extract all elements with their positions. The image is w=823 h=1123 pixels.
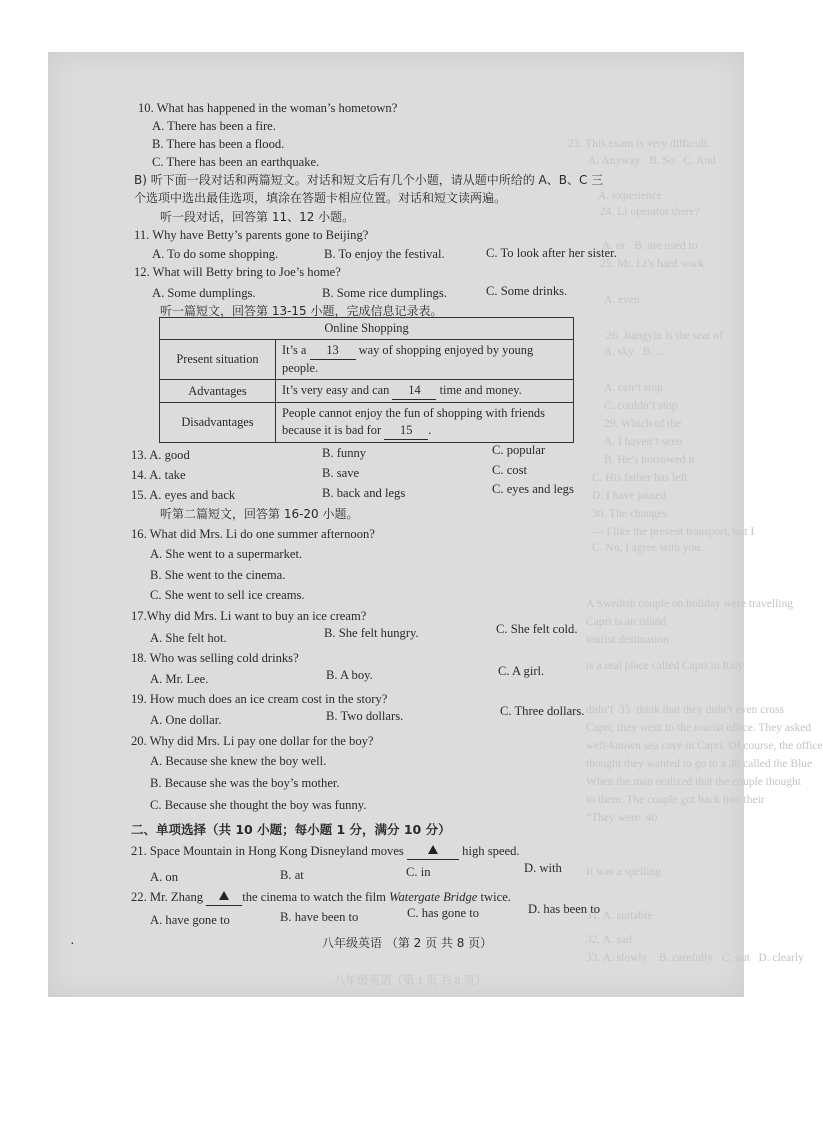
q14-option-a: 14. A. take [131,468,186,482]
blank-14[interactable]: 14 [392,382,436,400]
dialog-intro: 听一段对话，回答第 11、12 小题。 [160,210,355,224]
q22-option-c: C. has gone to [407,906,480,920]
q15-option-b: B. back and legs [322,486,406,500]
row2-post: time and money. [439,383,522,397]
row3-post: . [428,423,432,437]
q22-film-title: Watergate Bridge [389,890,478,904]
q10-option-b: B. There has been a flood. [152,137,285,151]
q16-option-c: C. She went to sell ice creams. [150,588,305,602]
row3-pre: People cannot enjoy the fun of shopping with friends because it is bad for [282,406,545,437]
q21-option-b: B. at [280,868,304,882]
q22-post: twice. [480,890,511,904]
margin-dot: · [70,937,75,952]
page-footer: 八年级英语 （第 2 页 共 8 页） [322,936,493,950]
passage2-intro: 听第二篇短文，回答第 16-20 小题。 [160,507,359,521]
q22-pre: 22. Mr. Zhang [131,890,204,904]
q12-option-c: C. Some drinks. [486,284,568,298]
row1-pre: It’s a [282,343,307,357]
passage1-intro: 听一篇短文，回答第 13-15 小题，完成信息记录表。 [160,304,443,318]
q21-option-d: D. with [524,861,562,875]
q21-answer-blank[interactable] [407,844,459,860]
q21-option-c: C. in [406,865,431,879]
q20-option-a: A. Because she knew the boy well. [150,754,327,768]
row2-pre: It’s very easy and can [282,383,390,397]
q18-option-c: C. A girl. [498,664,545,678]
q19-option-b: B. Two dollars. [326,709,404,723]
q18-option-b: B. A boy. [326,668,373,682]
table-title: Online Shopping [160,318,574,340]
row-present-situation-content [276,340,574,380]
q14-option-c: C. cost [492,463,527,477]
row-present-situation-label: Present situation [160,340,276,380]
q13-option-c: C. popular [492,443,546,457]
q11-option-c: C. To look after her sister. [486,246,617,260]
q22-answer-blank[interactable] [206,890,242,906]
q17-option-c: C. She felt cold. [496,622,578,636]
q17-stem: 17.Why did Mrs. Li want to buy an ice cream? [131,609,367,623]
q18-option-a: A. Mr. Lee. [150,672,209,686]
q11-option-b: B. To enjoy the festival. [324,247,445,261]
q10-option-c: C. There has been an earthquake. [152,155,320,169]
q14-option-b: B. save [322,466,360,480]
section-b-instruction-2: 个选项中选出最佳选项，填涂在答题卡相应位置。对话和短文读两遍。 [134,191,507,205]
q13-option-a: 13. A. good [131,448,190,462]
triangle-icon [219,891,229,900]
q16-stem: 16. What did Mrs. Li do one summer afternoon? [131,527,375,541]
row1-post: way of shopping enjoyed by young people. [282,343,534,375]
q15-option-c: C. eyes and legs [492,482,574,496]
q22-mid: the cinema to watch the film [242,890,386,904]
section-b-instruction-1: B) 听下面一段对话和两篇短文。对话和短文后有几个小题，请从题中所给的 A、B、C 三 [134,173,604,187]
q16-option-b: B. She went to the cinema. [150,568,286,582]
q19-option-a: A. One dollar. [150,713,222,727]
section-2-heading: 二、单项选择（共 10 小题；每小题 1 分，满分 10 分） [131,822,451,837]
row-disadvantages-content [276,403,574,443]
triangle-icon [428,845,438,854]
q12-stem: 12. What will Betty bring to Joe’s home? [134,265,341,279]
q18-stem: 18. Who was selling cold drinks? [131,651,299,665]
q20-option-c: C. Because she thought the boy was funny. [150,798,367,812]
q22-stem [131,890,511,906]
row-advantages-label: Advantages [160,380,276,403]
q10-option-a: A. There has been a fire. [152,119,276,133]
blank-15[interactable]: 15 [384,422,428,440]
q17-option-b: B. She felt hungry. [324,626,419,640]
q19-stem: 19. How much does an ice cream cost in the story? [131,692,388,706]
q21-stem [131,844,520,860]
q21-pre: 21. Space Mountain in Hong Kong Disneyland moves [131,844,404,858]
q15-option-a: 15. A. eyes and back [131,488,236,502]
q21-option-a: A. on [150,870,178,884]
q12-option-a: A. Some dumplings. [152,286,256,300]
row-disadvantages-label: Disadvantages [160,403,276,443]
q12-option-b: B. Some rice dumplings. [322,286,447,300]
row-advantages-content [276,380,574,403]
q20-stem: 20. Why did Mrs. Li pay one dollar for the boy? [131,734,374,748]
q17-option-a: A. She felt hot. [150,631,227,645]
online-shopping-table [159,317,574,443]
q13-option-b: B. funny [322,446,367,460]
q11-option-a: A. To do some shopping. [152,247,279,261]
q11-stem: 11. Why have Betty’s parents gone to Beijing? [134,228,369,242]
q22-option-a: A. have gone to [150,913,230,927]
q22-option-d: D. has been to [528,902,601,916]
q10-stem: 10. What has happened in the woman’s hometown? [138,101,398,115]
q22-option-b: B. have been to [280,910,359,924]
q20-option-b: B. Because she was the boy’s mother. [150,776,340,790]
blank-13[interactable]: 13 [310,342,356,360]
q21-post: high speed. [462,844,520,858]
q19-option-c: C. Three dollars. [500,704,585,718]
q16-option-a: A. She went to a supermarket. [150,547,303,561]
